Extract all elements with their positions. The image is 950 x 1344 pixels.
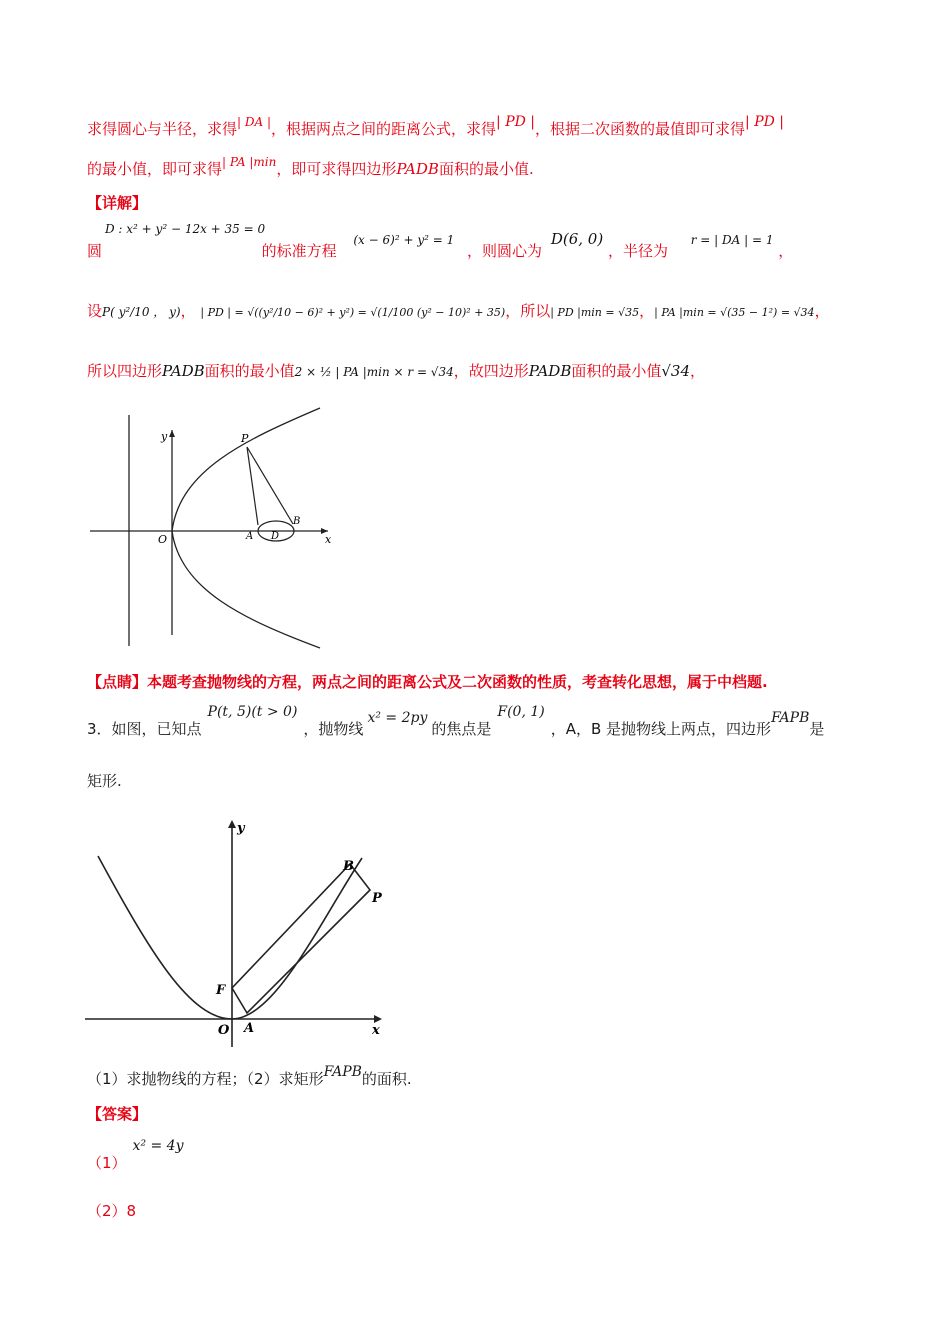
math-area-val: √34	[661, 362, 691, 380]
hint-text: 求得圆心与半径，求得	[87, 120, 238, 138]
y-axis-arrow	[228, 820, 236, 828]
math-area-expr: 2 × ½ | PA |min × r = √34	[294, 365, 454, 379]
question-text: 的面积.	[361, 1070, 412, 1088]
label-p: P	[241, 432, 249, 445]
math-focus: F(0, 1)	[497, 704, 545, 720]
math-pd-min: | PD |min = √35	[550, 306, 640, 319]
math-pa-min-val: | PA |min = √(35 − 1²) = √34	[654, 306, 815, 319]
detail-line-1	[87, 222, 794, 261]
hint-line-2	[87, 155, 534, 179]
problem3-line-2: 矩形.	[87, 772, 122, 790]
math-padb: PADB	[162, 362, 205, 380]
questions-line	[87, 1064, 412, 1089]
answer-line-1	[87, 1138, 184, 1173]
label-d: D	[271, 531, 280, 542]
label-a: A	[246, 531, 254, 542]
detail-line-3	[87, 360, 705, 381]
problem3-line-1	[87, 704, 825, 739]
math-fapb: FAPB	[323, 1064, 362, 1080]
comment-line	[87, 671, 768, 692]
hint-line-1	[87, 114, 785, 139]
label-y: y	[161, 430, 168, 443]
problem-text: 3．如图，已知点	[87, 720, 202, 738]
label-a: A	[244, 1021, 255, 1036]
label-b: B	[343, 859, 354, 874]
detail-text: 面积的最小值	[571, 362, 662, 380]
segment-pb	[247, 447, 293, 524]
comment-tag: 【点睛】	[87, 673, 148, 691]
math-point-p: P(t, 5)(t > 0)	[207, 704, 298, 720]
math-circle-eq: D : x² + y² − 12x + 35 = 0	[105, 222, 266, 236]
label-b: B	[293, 516, 301, 527]
math-center: D(6, 0)	[550, 230, 604, 248]
detail-line-2	[87, 300, 830, 321]
detail-text: ，	[778, 242, 794, 260]
hint-text: 的最小值，即可求得	[87, 160, 223, 178]
detail-text: ，	[690, 362, 706, 380]
math-padb: PADB	[528, 362, 572, 380]
detail-text: 面积的最小值	[204, 362, 295, 380]
math-radius: r = | DA | = 1	[690, 233, 774, 247]
problem-text: 是	[809, 720, 825, 738]
hint-text: ，即可求得四边形	[276, 160, 397, 178]
detail-text: ，	[180, 302, 196, 320]
math-pd: | PD |	[496, 114, 536, 130]
detail-text: 圆	[87, 242, 103, 260]
math-pd: | PD |	[745, 114, 785, 130]
math-parabola: x² = 2py	[367, 710, 428, 726]
detail-text: ，半径为	[607, 242, 668, 260]
label-o: O	[218, 1023, 230, 1038]
detail-heading: 【详解】	[87, 194, 148, 212]
detail-text: 的标准方程	[261, 242, 337, 260]
math-p-coord: P( y²/10 ， y)	[102, 305, 181, 319]
label-o: O	[158, 533, 168, 546]
math-pa-min: | PA |min	[222, 155, 277, 169]
answer-heading: 【答案】	[87, 1105, 148, 1123]
detail-text: ，	[814, 302, 830, 320]
detail-text: 所以四边形	[87, 362, 163, 380]
figure-parabola-circle	[85, 400, 355, 655]
hint-text: 面积的最小值.	[438, 160, 534, 178]
label-f: F	[216, 983, 226, 998]
answer-line-2: （2）8	[87, 1202, 137, 1220]
detail-text: ，所以	[505, 302, 551, 320]
x-axis-arrow	[374, 1015, 382, 1023]
math-padb: PADB	[396, 160, 439, 178]
math-pd-expr: | PD | = √((y²/10 − 6)² + y²) = √(1/100 (y² − 10)² + 35)	[200, 306, 506, 319]
hint-text: ，根据两点之间的距离公式，求得	[271, 120, 497, 138]
detail-text: ，则圆心为	[467, 242, 543, 260]
rectangle-fapb	[232, 864, 370, 1013]
problem-text: ，抛物线	[303, 720, 364, 738]
question-text: （1）求抛物线的方程；（2）求矩形	[87, 1070, 324, 1088]
detail-text: 设	[87, 302, 103, 320]
label-x: x	[372, 1023, 380, 1038]
hint-text: ，根据二次函数的最值即可求得	[535, 120, 746, 138]
math-fapb: FAPB	[771, 710, 810, 726]
figure-rectangle-parabola	[80, 812, 400, 1057]
y-axis-arrow	[169, 430, 175, 437]
problem-text: ，A，B 是抛物线上两点，四边形	[550, 720, 772, 738]
comment-text: 本题考查抛物线的方程，两点之间的距离公式及二次函数的性质，考查转化思想，属于中档题.	[147, 673, 768, 691]
problem-text: 的焦点是	[431, 720, 492, 738]
detail-text: ，	[639, 302, 655, 320]
label-x: x	[325, 533, 332, 546]
label-y: y	[237, 821, 245, 836]
answer-label: （1）	[87, 1154, 127, 1172]
math-std-eq: (x − 6)² + y² = 1	[353, 233, 455, 247]
detail-text: ，故四边形	[453, 362, 529, 380]
math-da: | DA |	[237, 115, 272, 129]
segment-pa	[247, 447, 258, 525]
label-p: P	[372, 891, 382, 906]
math-answer-1: x² = 4y	[132, 1138, 184, 1154]
